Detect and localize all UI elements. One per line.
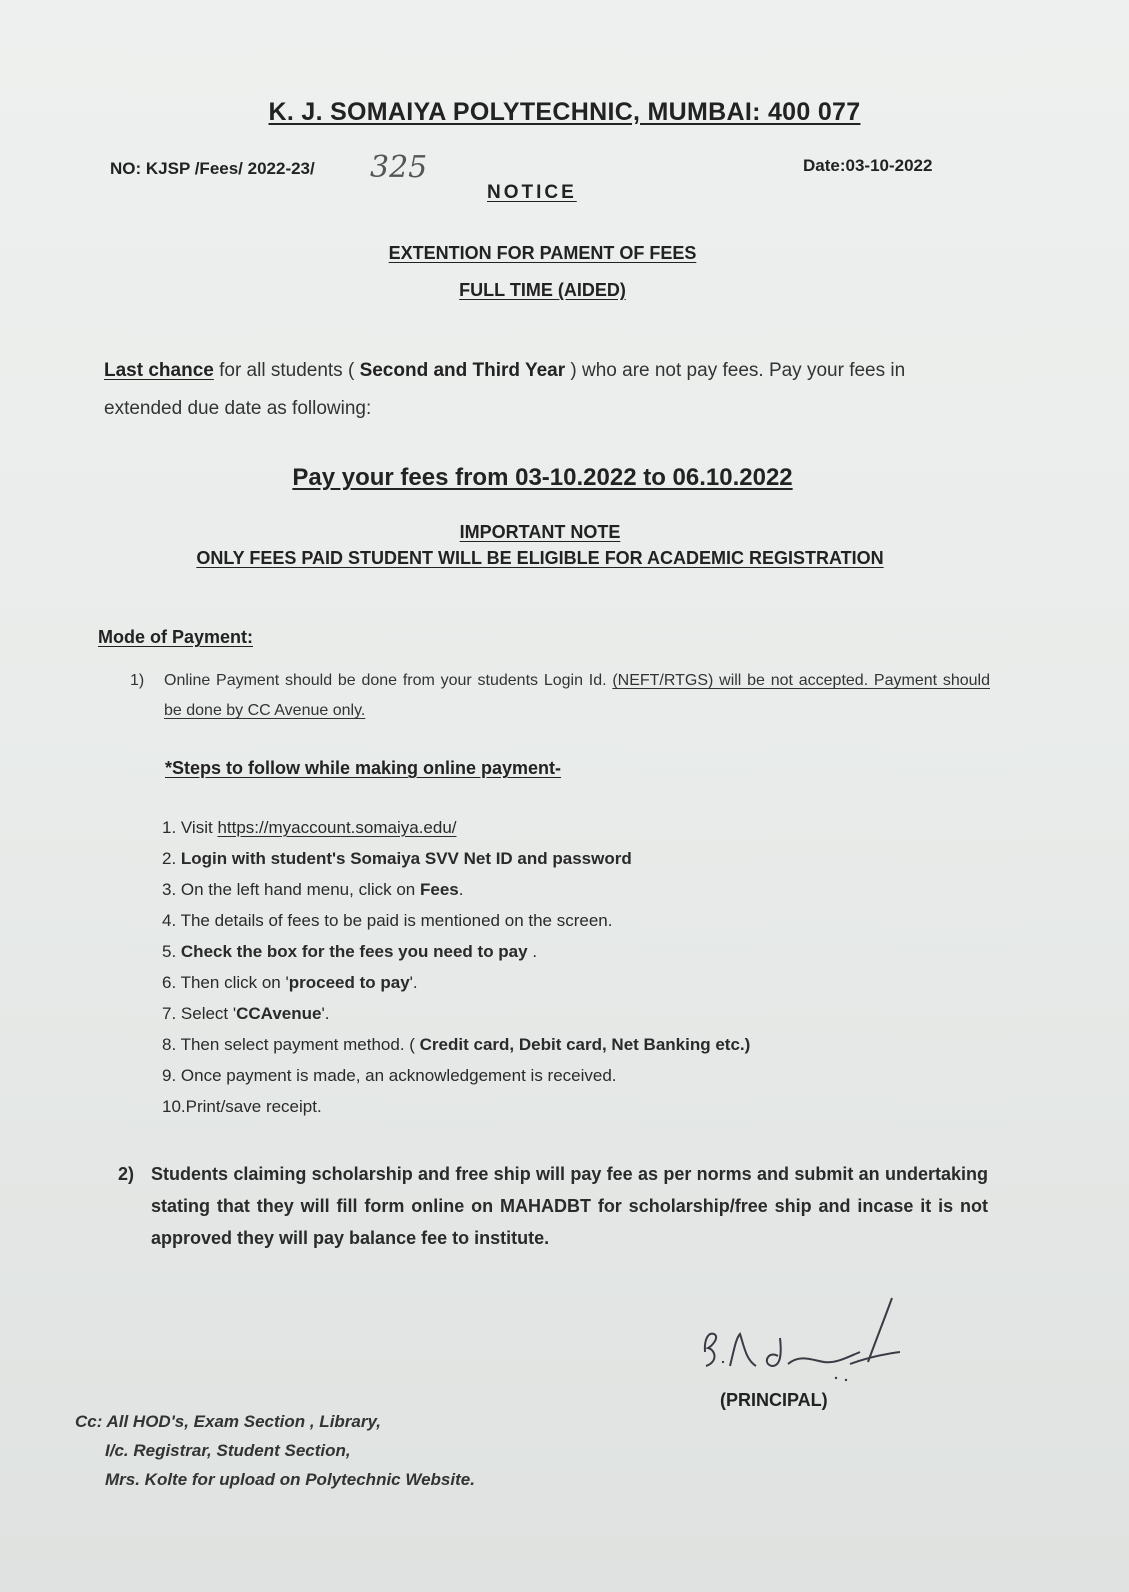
institution-header: K. J. SOMAIYA POLYTECHNIC, MUMBAI: 400 077 [268, 98, 861, 126]
handwritten-reference-number: 325 [370, 150, 428, 185]
step-item: 2. Login with student's Somaiya SVV Net ID and password [162, 849, 632, 868]
payment-window: Pay your fees from 03-10.2022 to 06.10.2022 [292, 464, 793, 491]
step-item: 1. Visit https://myaccount.somaiya.edu/ [162, 818, 457, 837]
last-chance-text: Last chance [104, 360, 214, 381]
account-link[interactable]: https://myaccount.somaiya.edu/ [217, 818, 457, 837]
intro-paragraph: Last chance for all students ( Second and Third Year ) who are not pay fees. Pay your fees in extended due date as following: [104, 360, 906, 419]
steps-list [162, 812, 750, 1122]
steps-title: *Steps to follow while making online payment- [165, 758, 562, 778]
step-item: 4. The details of fees to be paid is mentioned on the screen. [162, 911, 613, 930]
years-text: Second and Third Year [359, 360, 566, 381]
notice-date: Date:03-10-2022 [803, 156, 933, 175]
step-item: 6. Then click on 'proceed to pay'. [162, 973, 418, 992]
step-item: 5. Check the box for the fees you need to pay . [162, 942, 538, 961]
payment-item-2: 2) Students claiming scholarship and free ship will pay fee as per norms and submit an undertaking stating that they will fill form online on MAHADBT for scholarship/free ship and incase it is not approved they will pay balance fee to institute. [118, 1164, 988, 1248]
reference-number: NO: KJSP /Fees/ 2022-23/ [110, 159, 315, 178]
notice-heading: NOTICE [487, 182, 577, 203]
payment-item-1: 1) Online Payment should be done from your students Login Id. (NEFT/RTGS) will be not accepted. Payment should be done by CC Avenue only. [130, 672, 990, 719]
principal-signature [700, 1290, 910, 1390]
subject-line-1: EXTENTION FOR PAMENT OF FEES [388, 243, 697, 263]
step-item: 9. Once payment is made, an acknowledgement is received. [162, 1066, 617, 1085]
step-item: 10.Print/save receipt. [162, 1097, 322, 1116]
mode-of-payment-title: Mode of Payment: [98, 627, 254, 647]
principal-designation: (PRINCIPAL) [720, 1390, 828, 1410]
step-item: 7. Select 'CCAvenue'. [162, 1004, 330, 1023]
important-note-title: IMPORTANT NOTE [459, 522, 621, 542]
important-note-text: ONLY FEES PAID STUDENT WILL BE ELIGIBLE FOR ACADEMIC REGISTRATION [196, 548, 884, 568]
subject-line-2: FULL TIME (AIDED) [459, 280, 626, 300]
step-item: 3. On the left hand menu, click on Fees. [162, 880, 464, 899]
cc-list: Cc: All HOD's, Exam Section , Library, I/c. Registrar, Student Section, Mrs. Kolte for upload on Polytechnic Website. [75, 1412, 475, 1489]
step-item: 8. Then select payment method. ( Credit card, Debit card, Net Banking etc.) [162, 1035, 751, 1054]
